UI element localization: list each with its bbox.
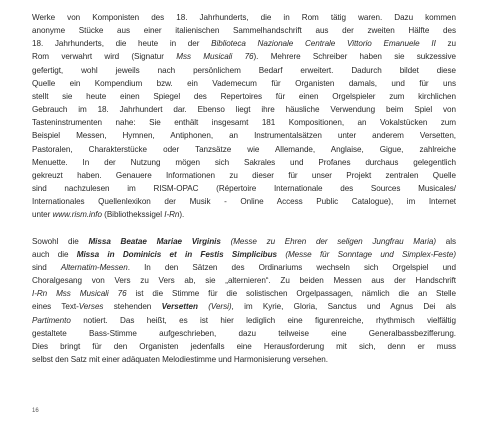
text-run: selbst den Satz mit einer adäquaten Melodiestimme und Harmonisierung versehen. xyxy=(32,355,328,364)
italic-text: www.rism.info xyxy=(52,210,102,220)
italic-text: Verses xyxy=(78,302,104,312)
bold-italic-text: Missa in Dominicis et in Festis Simplicibus xyxy=(76,249,277,259)
text-line xyxy=(32,37,456,50)
bold-italic-text: Missa Beatae Mariae Virginis xyxy=(88,236,221,246)
text-line xyxy=(32,274,456,287)
text-line xyxy=(32,195,456,208)
text-run: sind xyxy=(32,262,61,272)
text-line xyxy=(32,182,456,195)
text-run: zu xyxy=(435,39,456,49)
text-line xyxy=(32,235,456,248)
text-line xyxy=(32,156,456,169)
text-run: (Bibliothekssigel xyxy=(101,210,165,220)
italic-text: I-Rn Mss Musicali 76 xyxy=(32,289,127,299)
text-run: eines Text- xyxy=(32,302,79,312)
text-line xyxy=(32,340,456,353)
italic-text: I-Rn xyxy=(164,210,180,220)
text-run: notiert. Das heißt, es ist hier lediglich eine figurenreiche, rhythmisch vielfältig xyxy=(70,315,456,325)
text-run: Werke von Komponisten des 18. Jahrhunderts, die in Rom tätig waren. Dazu kommen xyxy=(32,13,456,22)
emphasis xyxy=(162,302,198,311)
text-run: Tasteninstrumenten nahe: Sie enthält insgesamt 181 Kompositionen, an Vokalstücken zum xyxy=(32,118,456,128)
text-line xyxy=(32,129,456,142)
bold-italic-text: Versetten xyxy=(161,302,198,312)
text-run: gefertigt, wohl jeweils nach persönlichem Bedarf erweitert. Dadurch bildet diese xyxy=(32,65,456,75)
emphasis xyxy=(88,237,220,246)
text-run: Gebrauch im 18. Jahrhundert dar. Ebenso liegt ihre häusliche Verwendung beim Spiel von xyxy=(32,105,456,115)
italic-text: (Versi) xyxy=(208,302,232,312)
text-line xyxy=(32,261,456,274)
italic-text: (Messe für Sonntage und Simplex-Feste) xyxy=(285,249,456,259)
italic-text: Partimento xyxy=(32,315,71,325)
text-line xyxy=(32,300,456,313)
text-run: stellt sie heute einen Spiegel des Repertoires für einen Orgelspieler zum kirchlichen xyxy=(32,91,456,101)
text-run: ist die Stimme für die solistischen Orgelpassagen, nämlich die an Stelle xyxy=(126,289,456,299)
paragraph xyxy=(32,235,456,367)
paragraph xyxy=(32,11,456,222)
italic-text: Biblioteca Nazionale Centrale Vittorio Emanuele II xyxy=(211,39,436,49)
text-run: Pastoralen, Charakterstücke oder Tanzsätze wie Allemande, Anglaise, Gigue, zahlreiche xyxy=(32,144,456,154)
text-run: unter xyxy=(32,210,53,220)
text-run: . In den Sätzen des Ordinariums wechseln sich Orgelspiel und xyxy=(127,262,456,272)
text-line xyxy=(32,314,456,327)
text-line xyxy=(32,143,456,156)
text-line xyxy=(32,116,456,129)
text-run: Internationales Quellenlexikon der Musik - Online Access Public Catalogue), im Internet xyxy=(32,197,456,207)
italic-text: (Messe zu Ehren der seligen Jungfrau Maria) xyxy=(230,236,437,246)
text-line xyxy=(32,50,456,63)
text-run: als xyxy=(436,236,456,246)
text-run: Rom verwahrt wird (Signatur xyxy=(32,52,177,62)
italic-text: Alternatim-Messen xyxy=(60,262,128,272)
text-line xyxy=(32,103,456,116)
text-line xyxy=(32,287,456,300)
text-run: gestaltete Bass-Stimme aufgeschrieben, dazu teilweise eine Generalbassbezifferung. xyxy=(32,328,456,338)
text-run: gekreuzt haben. Genauere Informationen zu dieser für unser Projekt zentralen Quelle xyxy=(32,170,456,180)
text-line xyxy=(32,90,456,103)
text-line xyxy=(32,11,456,24)
text-run: sind nachzulesen im RISM-OPAC (Répertoire Internationale des Sources Musicales/ xyxy=(32,184,456,194)
text-run: , im Kyrie, Gloria, Sanctus und Agnus Dei als xyxy=(231,302,456,312)
text-run: Dies bringt für den Organisten jedenfalls eine Herausforderung mit sich, denn er muss xyxy=(32,341,456,351)
text-run: Beispiel Messen, Hymnen, Antiphonen, an Instrumentalsätzen unter anderem Versetten, xyxy=(32,131,456,141)
text-run: ). xyxy=(179,210,185,220)
text-run: Choralgesang von Vers zu Vers ab, sie „alternieren“. Zu beiden Messen aus der Handschrift xyxy=(32,276,456,286)
page-number: 16 xyxy=(32,408,39,414)
text-line xyxy=(32,248,456,261)
body-text xyxy=(32,11,456,366)
text-run: auch die xyxy=(32,249,77,259)
text-line xyxy=(32,64,456,77)
text-run: 18. Jahrhunderts, die heute in der xyxy=(32,39,212,49)
text-run: stehenden xyxy=(103,302,162,312)
text-run: anonyme Stücke aus einer italienischen Sammelhandschrift aus der zweiten Hälfte des xyxy=(32,26,456,36)
text-line xyxy=(32,24,456,37)
italic-text: Mss Musicali 76 xyxy=(176,52,254,62)
text-run xyxy=(198,302,208,311)
text-run: Menuette. In der Nutzung mögen sich Sakrales und Profanes durchaus gelegentlich xyxy=(32,157,456,167)
text-run: Sowohl die xyxy=(32,236,89,246)
text-line xyxy=(32,169,456,182)
text-run: Quelle ein Kompendium bzw. ein Vademecum für Organisten damals, und für uns xyxy=(32,78,456,88)
text-line xyxy=(32,327,456,340)
text-line xyxy=(32,77,456,90)
text-line xyxy=(32,353,456,366)
text-run xyxy=(221,237,231,246)
text-run: ). Mehrere Schreiber haben sie sukzessive xyxy=(253,52,457,62)
emphasis xyxy=(77,250,277,259)
text-line xyxy=(32,208,456,221)
